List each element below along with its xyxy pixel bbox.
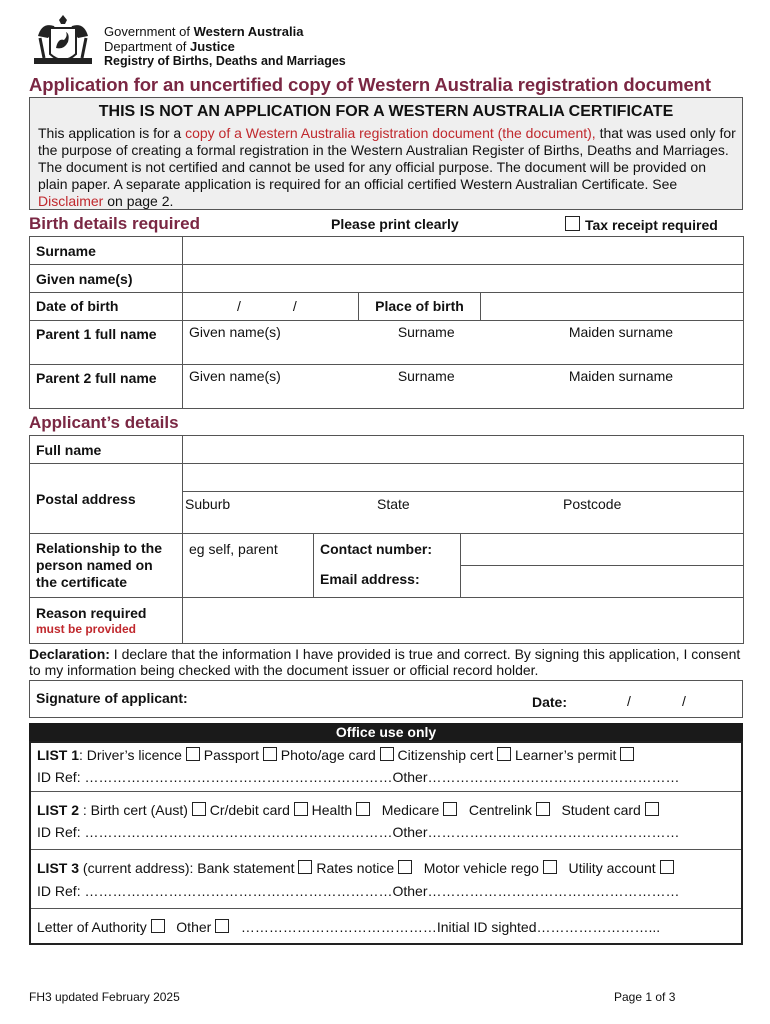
full-name-label: Full name — [30, 436, 183, 464]
debit-card-checkbox[interactable] — [294, 802, 308, 816]
postal-address-field[interactable]: Suburb State Postcode — [183, 464, 744, 534]
postal-address-label: Postal address — [30, 464, 183, 534]
rates-notice-checkbox[interactable] — [398, 860, 412, 874]
passport-checkbox[interactable] — [263, 747, 277, 761]
applicant-details-title: Applicant’s details — [29, 413, 179, 432]
disclaimer-link[interactable]: Disclaimer — [38, 193, 104, 209]
signature-label: Signature of applicant: — [36, 690, 188, 706]
date-slash-2: / — [682, 693, 686, 709]
place-of-birth-field[interactable] — [481, 293, 744, 321]
letter-of-authority-checkbox[interactable] — [151, 919, 165, 933]
office-use-box — [29, 741, 743, 945]
surname-label: Surname — [30, 237, 183, 265]
health-checkbox[interactable] — [356, 802, 370, 816]
footer-version: FH3 updated February 2025 — [29, 990, 180, 1004]
learners-permit-checkbox[interactable] — [620, 747, 634, 761]
tax-receipt-checkbox[interactable] — [565, 216, 580, 231]
reason-field[interactable] — [183, 598, 744, 644]
registry-line: Registry of Births, Deaths and Marriages — [104, 54, 346, 68]
list2-idref-line: ID Ref: …………………………………………………………Other……………………………………………… — [37, 824, 680, 840]
full-name-field[interactable] — [183, 436, 744, 464]
government-line: Government of Western Australia — [104, 24, 304, 39]
citizenship-checkbox[interactable] — [497, 747, 511, 761]
email-label: Email address: — [314, 566, 461, 598]
reason-label: Reason required must be provided — [30, 598, 183, 644]
print-clearly-note: Please print clearly — [331, 216, 459, 232]
student-card-checkbox[interactable] — [645, 802, 659, 816]
dob-label: Date of birth — [30, 293, 183, 321]
contact-number-field[interactable] — [461, 534, 744, 566]
list1-idref-line: ID Ref: …………………………………………………………Other……………………………………………… — [37, 769, 680, 785]
medicare-checkbox[interactable] — [443, 802, 457, 816]
parent1-field[interactable]: Given name(s) Surname Maiden surname — [183, 321, 744, 365]
email-field[interactable] — [461, 566, 744, 598]
date-slash-1: / — [627, 693, 631, 709]
parent2-label: Parent 2 full name — [30, 365, 183, 409]
utility-account-checkbox[interactable] — [660, 860, 674, 874]
surname-field[interactable] — [183, 237, 744, 265]
signature-box[interactable] — [29, 680, 743, 718]
document-link[interactable]: copy of a Western Australia registration document (the document), — [185, 125, 596, 141]
notice-heading: THIS IS NOT AN APPLICATION FOR A WESTERN AUSTRALIA CERTIFICATE — [98, 103, 674, 120]
other-checkbox[interactable] — [215, 919, 229, 933]
office-divider — [31, 849, 741, 850]
list1-line: LIST 1: Driver’s licence Passport Photo/age card Citizenship cert Learner’s permit — [37, 747, 634, 763]
parent1-label: Parent 1 full name — [30, 321, 183, 365]
relationship-label: Relationship to the person named on the certificate — [30, 534, 183, 598]
birth-details-table — [29, 236, 744, 409]
relationship-field[interactable]: eg self, parent — [183, 534, 314, 598]
wa-government-crest-icon — [30, 14, 96, 70]
birth-details-title: Birth details required — [29, 214, 200, 233]
office-divider — [31, 908, 741, 909]
applicant-details-table — [29, 435, 744, 644]
office-use-heading: Office use only — [29, 723, 743, 741]
given-names-label: Given name(s) — [30, 265, 183, 293]
date-label: Date: — [532, 694, 568, 710]
page-number: Page 1 of 3 — [614, 990, 676, 1004]
notice-text: This application is for a copy of a Western Australia registration document (the document), that was used only for the purpose of creating a formal registration in the Western Australian Register of Births, Deaths and Marriages. The document is not certified and cannot be used for any official purpose. The document will be provided on plain paper. A separate application is required for an official certified Western Australian Certificate. See Disclaimer on page 2. — [38, 125, 736, 209]
birth-cert-checkbox[interactable] — [192, 802, 206, 816]
authority-line: Letter of Authority Other ……………………………………Initial ID sighted……………………... — [37, 919, 661, 935]
list2-line: LIST 2 : Birth cert (Aust) Cr/debit card Health Medicare Centrelink Student card — [37, 802, 659, 818]
parent2-field[interactable]: Given name(s) Surname Maiden surname — [183, 365, 744, 409]
list3-line: LIST 3 (current address): Bank statement Rates notice Motor vehicle rego Utility account — [37, 860, 674, 876]
bank-statement-checkbox[interactable] — [298, 860, 312, 874]
drivers-licence-checkbox[interactable] — [186, 747, 200, 761]
tax-receipt-option[interactable]: Tax receipt required — [565, 216, 718, 233]
declaration-text: Declaration: I declare that the information I have provided is true and correct. By signing this application, I consent to my information being checked with the document issuer or official record holder. — [29, 646, 741, 678]
given-names-field[interactable] — [183, 265, 744, 293]
place-of-birth-label: Place of birth — [359, 293, 481, 321]
office-divider — [31, 791, 741, 792]
page-title: Application for an uncertified copy of Western Australia registration document — [29, 74, 711, 95]
contact-number-label: Contact number: — [314, 534, 461, 566]
vehicle-rego-checkbox[interactable] — [543, 860, 557, 874]
notice-box — [29, 97, 743, 210]
photo-card-checkbox[interactable] — [380, 747, 394, 761]
dob-field[interactable]: / / — [183, 293, 359, 321]
centrelink-checkbox[interactable] — [536, 802, 550, 816]
list3-idref-line: ID Ref: …………………………………………………………Other……………………………………………… — [37, 883, 680, 899]
department-line: Department of Justice — [104, 39, 235, 54]
